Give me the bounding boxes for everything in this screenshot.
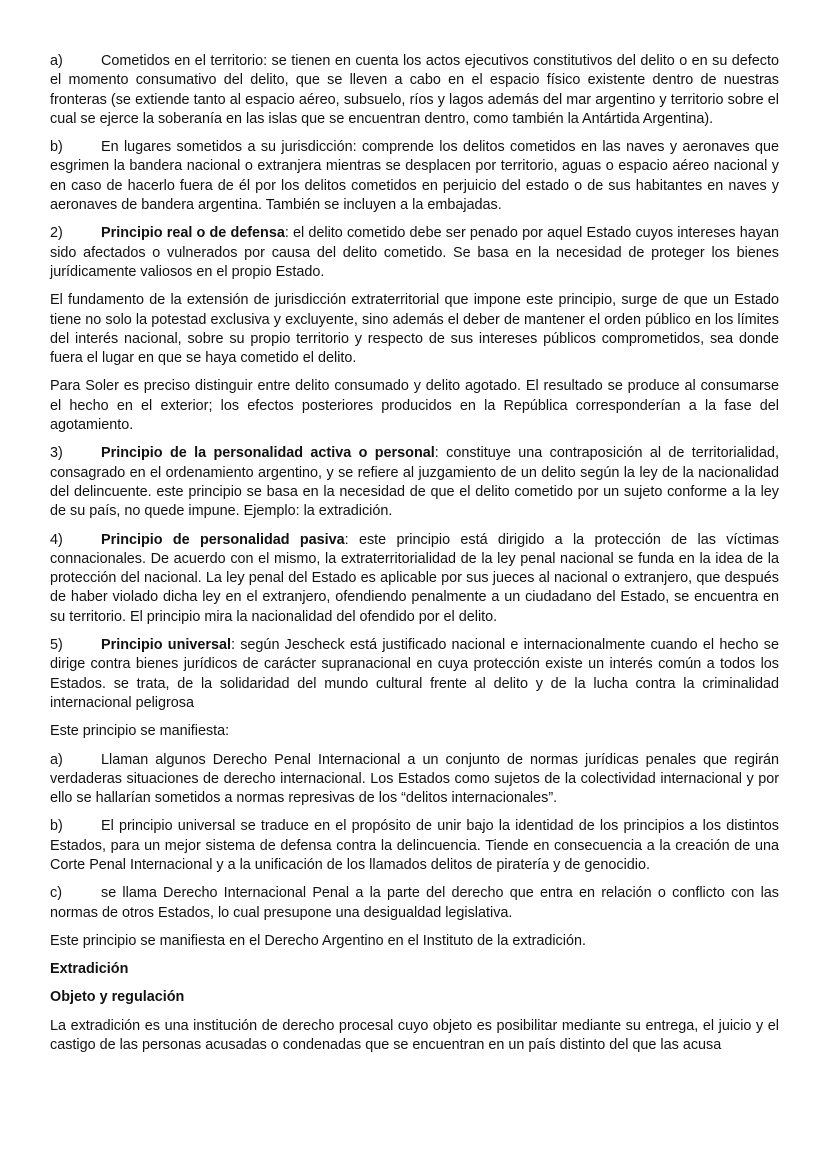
paragraph-text: : constituye una contraposición al de territorialidad, consagrado en el ordenamiento argentino, y se refiere al juzgamiento de un delito según la ley de la nacionalidad del delincuente. este principio se basa en la necesidad de que el delito cometido por un sujeto conforme a la ley de su país, no quede impune. Ejemplo: la extradición.	[50, 445, 779, 520]
paragraph-text: Para Soler es preciso distinguir entre delito consumado y delito agotado. El resultado se produce al consumarse el hecho en el exterior; los efectos posteriores producidos en la República corresponderían a la fase del agotamiento.	[50, 378, 779, 434]
list-marker: 2)	[50, 225, 63, 242]
list-marker: 4)	[50, 531, 63, 548]
paragraph-a-territorio	[50, 52, 779, 129]
list-marker: c)	[50, 885, 62, 902]
paragraph-text: : este principio está dirigido a la protección de las víctimas connacionales. De acuerdo con el mismo, la extraterritorialidad de la ley penal nacional se funda en la idea de la protección del nacional. La ley penal del Estado es aplicable por sus jueces al nacional o extranjero, que después de haber violado dicha ley en el extranjero, ofendiendo penalmente a un ciudadano del Estado, se encuentra en su territorio. El principio mira la nacionalidad del ofendido por el delito.	[50, 531, 779, 625]
paragraph-text: : el delito cometido debe ser penado por aquel Estado cuyos intereses hayan sido afectados o vulnerados por causa del delito cometido. Se basa en la necesidad de proteger los bienes jurídicamente valiosos en el propio Estado.	[50, 225, 779, 280]
list-marker: a)	[50, 751, 63, 768]
paragraph-personalidad-activa	[50, 444, 779, 521]
principle-title: Principio de personalidad pasiva	[101, 531, 345, 548]
principle-title: Principio de la personalidad activa o personal	[101, 445, 435, 462]
paragraph-extradicion-definicion	[50, 1017, 779, 1056]
paragraph-soler	[50, 377, 779, 435]
paragraph-text: Llaman algunos Derecho Penal Internacional a un conjunto de normas jurídicas penales que regirán verdaderas situaciones de derecho internacional. Los Estados como sujetos de la colectividad internacional y por ello se hallarían sometidos a normas represivas de los “delitos internacionales”.	[50, 751, 779, 807]
paragraph-fundamento	[50, 291, 779, 368]
paragraph-text: En lugares sometidos a su jurisdicción: comprende los delitos cometidos en las naves y aeronaves que esgrimen la bandera nacional o extranjera mientras se desplacen por territorio, aguas o espacio aéreo nacional y en caso de hacerlo fuera de él por los delitos cometidos en perjuicio del estado o de sus habitantes en naves y aeronaves de bandera argentina. También se incluyen a la embajadas.	[50, 139, 779, 214]
section-heading-objeto: Objeto y regulación	[50, 989, 185, 1006]
paragraph-text: La extradición es una institución de derecho procesal cuyo objeto es posibilitar mediante su entrega, el juicio y el castigo de las personas acusadas o condenadas que se encuentran en un país distinto del que las acusa	[50, 1017, 779, 1054]
paragraph-a-derecho-penal-internacional	[50, 751, 779, 809]
paragraph-se-manifiesta	[50, 722, 779, 741]
paragraph-text: : según Jescheck está justificado nacional e internacionalmente cuando el hecho se dirige contra bienes jurídicos de carácter supranacional en cuya protección existe un interés común a todos los Estados. se trata, de la solidaridad del mundo cultural frente al delito y de la lucha contra la criminalidad internacional peligrosa	[50, 637, 779, 711]
paragraph-principio-universal	[50, 636, 779, 713]
paragraph-c-derecho-internacional-penal	[50, 884, 779, 923]
list-marker: a)	[50, 53, 63, 69]
paragraph-b-principio-universal	[50, 817, 779, 875]
paragraph-text: El fundamento de la extensión de jurisdicción extraterritorial que impone este principio, surge de que un Estado tiene no solo la potestad exclusiva y excluyente, sino además el deber de mantener el orden público en los límites del interés nacional, sobre su propio territorio y respecto de sus intereses públicos comprometidos, sea donde fuera el lugar en que se haya cometido el delito.	[50, 292, 779, 367]
paragraph-principio-real	[50, 224, 779, 282]
paragraph-text: Este principio se manifiesta:	[50, 723, 230, 740]
paragraph-text: Cometidos en el territorio: se tienen en cuenta los actos ejecutivos constitutivos del delito o en su defecto el momento consumativo del delito, que se lleven a cabo en el espacio físico existente dentro de nuestras fronteras (se extiende tanto al espacio aéreo, subsuelo, ríos y lagos además del mar argentino y territorio sobre el cual se ejerce la soberanía en las islas que se encuentran dentro, como también la Antártida Argentina).	[50, 53, 779, 127]
paragraph-b-jurisdiccion	[50, 138, 779, 215]
paragraph-text: Este principio se manifiesta en el Derecho Argentino en el Instituto de la extradición.	[50, 932, 586, 949]
list-marker: 3)	[50, 445, 63, 462]
list-marker: b)	[50, 139, 63, 156]
principle-title: Principio real o de defensa	[101, 225, 285, 242]
paragraph-personalidad-pasiva	[50, 531, 779, 627]
list-marker: b)	[50, 818, 63, 835]
section-heading-extradicion: Extradición	[50, 961, 129, 978]
paragraph-text: se llama Derecho Internacional Penal a la parte del derecho que entra en relación o conflicto con las normas de otros Estados, lo cual presupone una desigualdad legislativa.	[50, 885, 779, 921]
paragraph-derecho-argentino	[50, 932, 779, 951]
paragraph-text: El principio universal se traduce en el propósito de unir bajo la identidad de los principios a los distintos Estados, para un mejor sistema de defensa contra la delincuencia. Tiende en consecuencia a la creación de una Corte Penal Internacional y a la unificación de los llamados delitos de piratería y de genocidio.	[50, 818, 779, 873]
list-marker: 5)	[50, 637, 63, 654]
principle-title: Principio universal	[101, 637, 231, 654]
